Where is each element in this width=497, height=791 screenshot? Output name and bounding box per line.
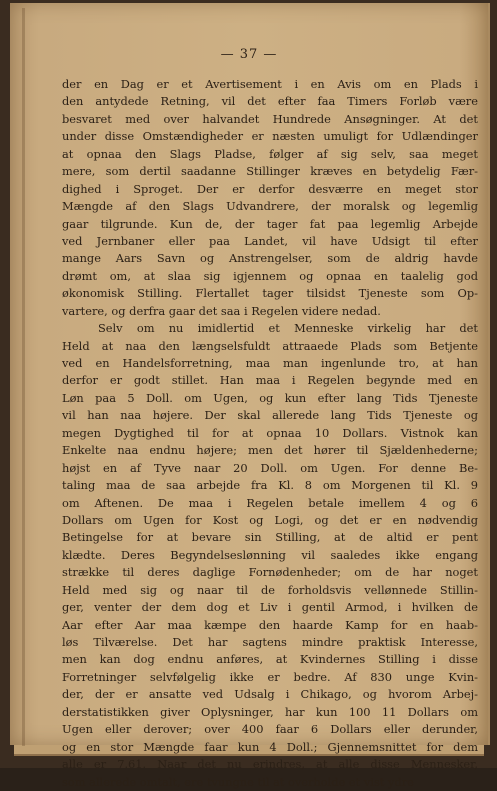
text-line: højst en af Tyve naar 20 Doll. om Ugen. For denne Be- (62, 460, 478, 475)
text-line: Aar efter Aar maa kæmpe den haarde Kamp for en haab- (62, 617, 478, 632)
text-line: besvaret med over halvandet Hundrede Ansøgninger. At det (62, 111, 478, 126)
text-line: økonomisk Stilling. Flertallet tager tilsidst Tjeneste som Op- (62, 286, 478, 301)
text-line: Held at naa den længselsfuldt attraaede Plads som Betjente (62, 338, 478, 353)
text-line: om Aftenen. De maa i Regelen betale imellem 4 og 6 (62, 495, 478, 510)
book-page (10, 3, 490, 789)
page-gutter (22, 8, 25, 746)
text-line: derfor er godt stillet. Han maa i Regelen begynde med en (62, 373, 478, 388)
text-line: Løn paa 5 Doll. om Ugen, og kun efter lang Tids Tjeneste (62, 390, 478, 405)
text-line: strække til deres daglige Fornødenheder; om de har noget (62, 565, 478, 580)
text-line: megen Dygtighed til for at opnaa 10 Dollars. Vistnok kan (62, 425, 478, 440)
text-line: Ugen eller derover; over 400 faar 6 Dollars eller derunder, (62, 722, 478, 737)
text-line: ved en Handelsforretning, maa man ingenlunde tro, at han (62, 356, 478, 370)
text-line: alle er 7.61. Naar det nu erindres, at alle disse Mennesker, (62, 757, 478, 772)
text-line: der en Dag er et Avertisement i en Avis om en Plads i (62, 77, 478, 91)
page-number: — 37 — (220, 47, 278, 62)
text-line: vartere, og derfra gaar det saa i Regelen videre nedad. (62, 303, 381, 318)
text-line: at opnaa den Slags Pladse, følger af sig selv, saa meget (62, 146, 478, 161)
text-line: Held med sig og naar til de forholdsvis vellønnede Stillin- (62, 582, 478, 597)
text-line: Enkelte naa endnu højere; men det hører til Sjældenhederne; (62, 443, 478, 458)
text-line: der, der er ansatte ved Udsalg i Chikago, og hvorom Arbej- (62, 687, 478, 702)
text-line: Dollars om Ugen for Kost og Logi, og det er en nødvendig (62, 512, 478, 527)
text-line: dighed i Sproget. Der er derfor desværre en meget stor (62, 181, 478, 196)
text-line: løs Tilværelse. Det har sagtens mindre praktisk Interesse, (62, 635, 478, 649)
text-line: under disse Omstændigheder er næsten umuligt for Udlændinger (62, 129, 478, 144)
text-line: mere, som dertil saadanne Stillinger kræves en betydelig Fær- (62, 164, 478, 179)
text-line: mange Aars Savn og Anstrengelser, som de aldrig havde (62, 251, 478, 266)
text-line: drømt om, at slaa sig igjennem og opnaa en taalelig god (62, 268, 478, 283)
text-line: Mængde af den Slags Udvandrere, der moralsk og legemlig (62, 199, 478, 214)
text-line: derstatistikken giver Oplysninger, har kun 100 11 Dollars om (62, 704, 478, 719)
text-line: klædte. Deres Begyndelseslønning vil saaledes ikke engang (62, 547, 478, 562)
text-line: den antydede Retning, vil det efter faa Timers Forløb være (62, 94, 478, 109)
text-line: gaar tilgrunde. Kun de, der tager fat paa legemlig Arbejde (62, 216, 478, 231)
text-line: ved Jernbaner eller paa Landet, vil have Udsigt til efter (62, 233, 478, 248)
text-line: som allerede omtalt, ere tvungne til at overholde et vist ydre (62, 774, 414, 789)
text-line: Forretninger selvfølgelig ikke er bedre. Af 830 unge Kvin- (62, 669, 478, 684)
text-line: Betingelse for at bevare sin Stilling, at de altid er pent (62, 530, 478, 545)
text-line: vil han naa højere. Der skal allerede lang Tids Tjeneste og (62, 408, 478, 423)
text-line: taling maa de saa arbejde fra Kl. 8 om Morgenen til Kl. 9 (62, 478, 478, 493)
text-line: Selv om nu imidlertid et Menneske virkelig har det (98, 321, 478, 336)
text-line: og en stor Mængde faar kun 4 Doll.; Gjennemsnittet for dem (62, 739, 478, 754)
body-text (62, 76, 478, 791)
text-line: ger, venter der dem dog et Liv i gentil Armod, i hvilken de (62, 600, 478, 615)
text-line: men kan dog endnu anføres, at Kvindernes Stilling i disse (62, 652, 478, 667)
